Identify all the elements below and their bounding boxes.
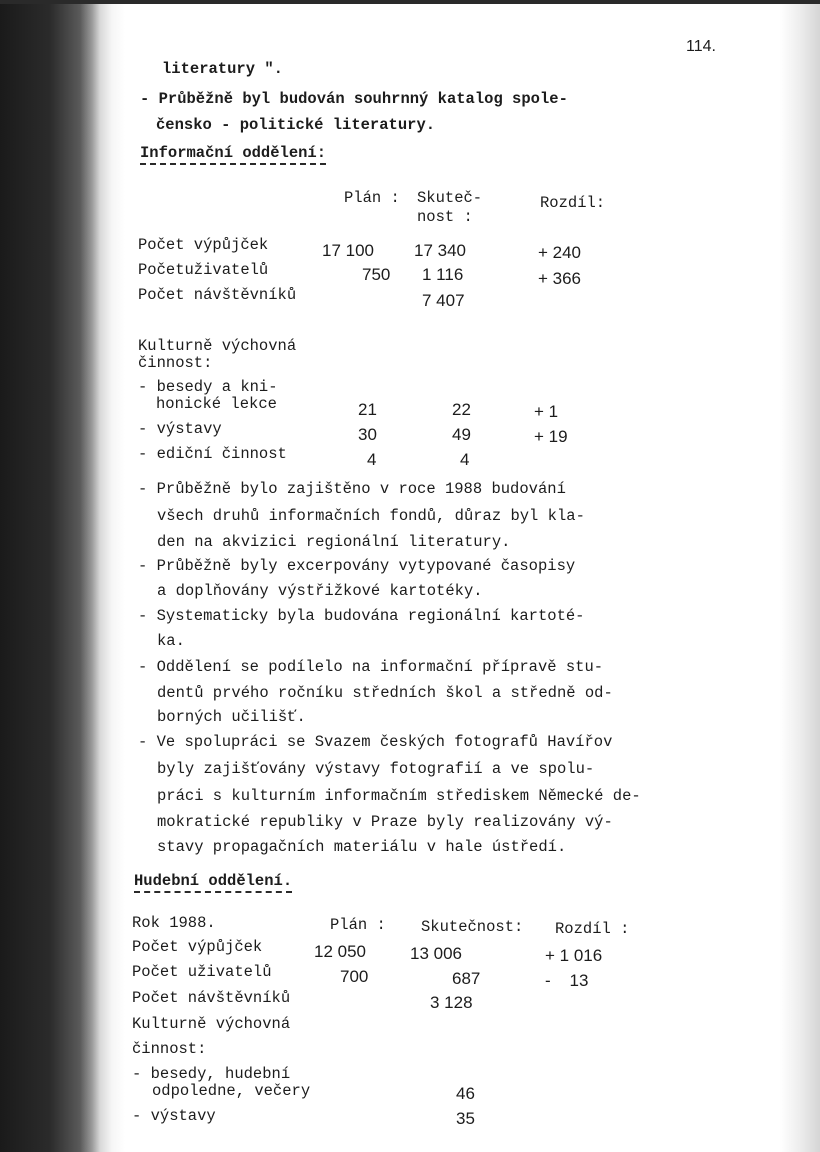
- paragraph-line: borných učilišť.: [157, 708, 306, 726]
- info-activity-label: - výstavy: [138, 420, 222, 438]
- music-year: Rok 1988.: [132, 914, 216, 932]
- intro-line-3: čensko - politické literatury.: [156, 116, 436, 134]
- info-activity-actual: 49: [452, 425, 471, 444]
- info-activity-actual: 22: [452, 400, 471, 419]
- music-col-plan: Plán :: [330, 916, 386, 934]
- music-row-plan: 12 050: [314, 942, 366, 961]
- paragraph-line: - Průběžně bylo zajištěno v roce 1988 budování: [138, 480, 566, 498]
- paragraph-line: všech druhů informačních fondů, důraz byl kla-: [157, 507, 585, 525]
- info-activity-label: - besedy a kni-: [138, 378, 278, 396]
- paragraph-line: - Ve spolupráci se Svazem českých fotografů Havířov: [138, 733, 613, 751]
- intro-line-1: literatury ".: [162, 60, 283, 78]
- intro-line-2: - Průběžně byl budován souhrnný katalog spole-: [140, 90, 568, 108]
- info-activity-plan: 4: [367, 450, 377, 469]
- info-row-label: Početuživatelů: [138, 261, 269, 279]
- paragraph-line: - Systematicky byla budována regionální kartoté-: [138, 607, 585, 625]
- paragraph-line: - Oddělení se podílelo na informační přípravě stu-: [138, 658, 604, 676]
- info-col-diff: Rozdíl:: [540, 194, 606, 212]
- info-activity-label: - ediční činnost: [138, 445, 287, 463]
- music-row-plan: 700: [340, 967, 369, 986]
- music-activity-label: - besedy, hudební: [132, 1065, 291, 1083]
- info-culture-2: činnost:: [138, 354, 213, 372]
- paragraph-line: práci s kulturním informačním střediskem Německé de-: [157, 787, 641, 805]
- info-row-label: Počet návštěvníků: [138, 286, 297, 304]
- music-row-diff: + 1 016: [545, 946, 603, 965]
- paragraph-line: dentů prvého ročníku středních škol a středně od-: [157, 684, 613, 702]
- music-row-diff: - 13: [545, 971, 589, 990]
- info-row-plan: 17 100: [322, 241, 374, 260]
- page-number: 114.: [686, 38, 716, 55]
- music-culture-2: činnost:: [132, 1040, 207, 1058]
- music-row-actual: 687: [452, 969, 481, 988]
- paragraph-line: a doplňovány výstřižkové kartotéky.: [157, 582, 483, 600]
- info-row-diff: + 240: [538, 243, 582, 262]
- music-heading: Hudební oddělení.: [134, 874, 292, 893]
- info-activity-diff: + 1: [534, 402, 559, 421]
- info-row-actual: 1 116: [422, 265, 464, 284]
- music-row-actual: 3 128: [430, 993, 473, 1012]
- info-col-actual-1: Skuteč-: [417, 189, 483, 207]
- scan-edge: [0, 0, 820, 4]
- paragraph-line: - Průběžně byly excerpovány vytypované časopisy: [138, 557, 576, 575]
- paragraph-line: mokratické republiky v Praze byly realizovány vý-: [157, 813, 613, 831]
- info-row-actual: 17 340: [414, 241, 466, 260]
- music-row-label: Počet uživatelů: [132, 963, 272, 981]
- info-row-actual: 7 407: [422, 291, 465, 310]
- music-activity-actual: 35: [456, 1109, 475, 1128]
- info-row-label: Počet výpůjček: [138, 236, 269, 254]
- music-col-diff: Rozdíl :: [555, 920, 630, 938]
- music-row-actual: 13 006: [410, 944, 462, 963]
- info-heading: Informační oddělení:: [140, 146, 326, 165]
- info-col-plan: Plán :: [344, 189, 400, 207]
- info-row-diff: + 366: [538, 269, 582, 288]
- info-activity-diff: + 19: [534, 427, 568, 446]
- info-row-plan: 750: [362, 265, 391, 284]
- info-activity-actual: 4: [460, 450, 470, 469]
- info-culture-1: Kulturně výchovná: [138, 337, 297, 355]
- paragraph-line: byly zajišťovány výstavy fotografií a ve spolu-: [157, 760, 595, 778]
- paragraph-line: den na akvizici regionální literatury.: [157, 533, 511, 551]
- music-row-label: Počet návštěvníků: [132, 989, 291, 1007]
- info-activity-plan: 21: [358, 400, 377, 419]
- music-activity-label: odpoledne, večery: [152, 1082, 311, 1100]
- music-activity-actual: 46: [456, 1084, 475, 1103]
- info-col-actual-2: nost :: [417, 208, 473, 226]
- info-activity-label: honické lekce: [156, 395, 277, 413]
- music-row-label: Počet výpůjček: [132, 938, 263, 956]
- music-activity-label: - výstavy: [132, 1107, 216, 1125]
- paragraph-line: stavy propagačních materiálu v hale ústředí.: [157, 838, 567, 856]
- info-activity-plan: 30: [358, 425, 377, 444]
- music-col-actual: Skutečnost:: [421, 918, 524, 936]
- paragraph-line: ka.: [157, 632, 185, 650]
- music-culture-1: Kulturně výchovná: [132, 1015, 291, 1033]
